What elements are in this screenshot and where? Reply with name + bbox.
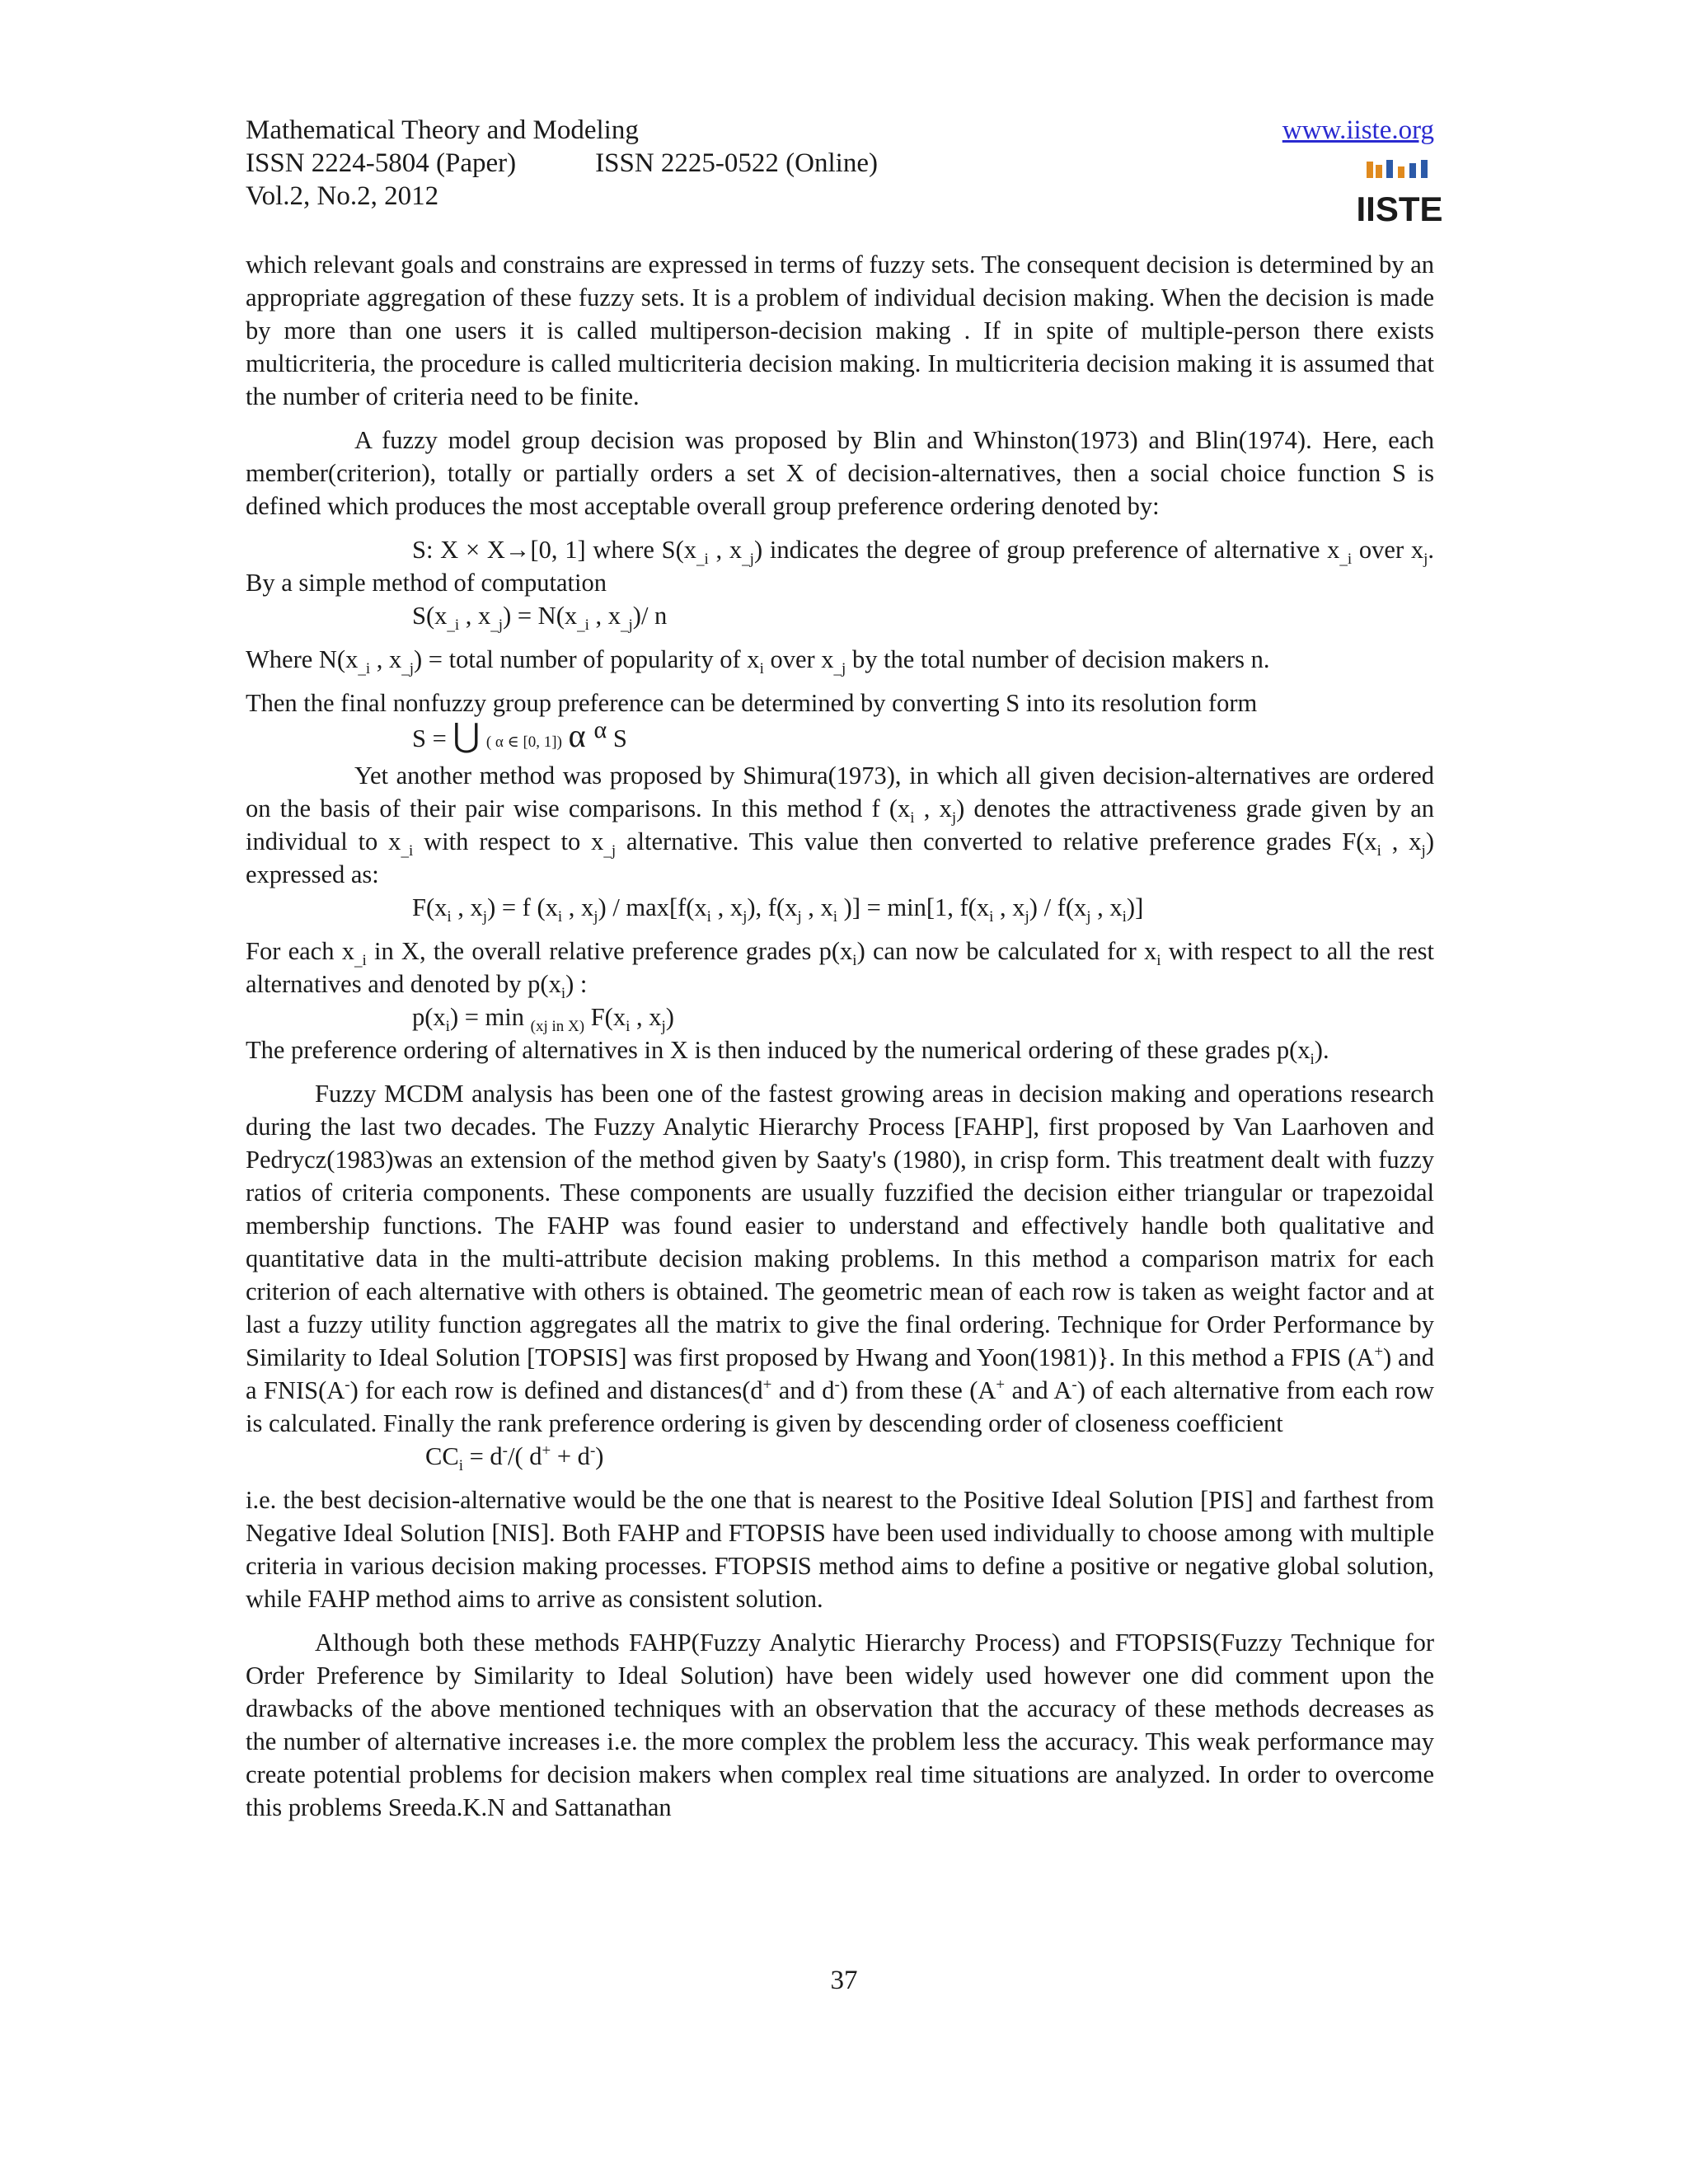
issn-line xyxy=(246,147,1434,180)
journal-title: Mathematical Theory and Modeling xyxy=(246,115,639,145)
equation-resolution-form: S = ⋃ ( α ∈ [0, 1]) α $^\alpha$ S xyxy=(412,715,627,754)
paragraph-7: The preference ordering of alternatives in X is then induced by the numerical ordering of these grades $p(x_i)$. xyxy=(246,1036,1329,1069)
equation-p-min: $p(x_i) = \min _{(xj in X)}$ $F(x_i$ , $x_j$) xyxy=(412,1003,674,1036)
article-body xyxy=(246,248,1434,1824)
issn-paper: ISSN 2224-5804 (Paper) xyxy=(246,148,517,178)
page-header xyxy=(246,114,1434,213)
paragraph-3: S: X × X→[0, 1] where $S(x_{\_i}$ , $x_{\_j}$) indicates the degree of group preference of alternative $x_{\_i}$ over $x_j$. By a simple method of computation xyxy=(246,536,1435,597)
page-number: 37 xyxy=(830,1966,858,1995)
equation-relative-preference: $F(x_i$ , $x_j) = f$ ($x_i$ , $x_j) / \max[f(x_i$ , $x_j$), $f(x_j$ , $x_i$ )] = min[1, $f(x_i$ , $x_j) / f(x_j$ , $x_i$)] xyxy=(412,893,1144,926)
equation-s-ratio: $S(x_{\_i}$ , $x_{\_j}) = N(x_{\_i}$ , $x_{\_j})/$ n xyxy=(412,602,668,635)
paragraph-5: Yet another method was proposed by Shimura(1973), in which all given decision-alternatives are ordered on the basis of their pair wise comparisons. In this method f ($x_i$ , $x_j$) denotes the attractiveness grade given by an individual to $x_{\_i}$ with respect to $x_{\_j}$ alternative. This value then converted to relative preference grades $F(x_i$ , $x_j$) expressed as: xyxy=(246,762,1435,888)
where-definition: Where $N(x_{\_i}$ , $x_{\_j}$) = total number of popularity of $x_i$ over $x_{\_j}$ by the total number of decision makers n. xyxy=(246,645,1270,678)
paragraph-9: i.e. the best decision-alternative would be the one that is nearest to the Positive Ideal Solution [PIS] and farthest from Negative Ideal Solution [NIS]. Both FAHP and FTOPSIS have been used individually to choose among with multiple criteria in various decision making processes. FTOPSIS method aims to define a positive or negative global solution, while FAHP method aims to arrive as consistent solution. xyxy=(246,1486,1434,1613)
issn-online: ISSN 2225-0522 (Online) xyxy=(595,148,878,178)
paragraph-10: Although both these methods FAHP(Fuzzy Analytic Hierarchy Process) and FTOPSIS(Fuzzy Technique for Order Preference by Similarity to Ideal Solution) have been widely used however one did comment upon the drawbacks of the above mentioned techniques with an observation that the accuracy of these methods decreases as the number of alternative increases i.e. the more complex the problem less the accuracy. This weak performance may create potential problems for decision makers when complex real time situations are analyzed. In order to overcome this problems Sreeda.K.N and Sattanathan xyxy=(246,1629,1434,1821)
equation-closeness-coefficient: $CC_i = d^-/$( d+ + d-) xyxy=(425,1441,604,1475)
volume-info: Vol.2, No.2, 2012 xyxy=(246,181,439,211)
iiste-logo-icon xyxy=(1356,157,1443,228)
paragraph-8: Fuzzy MCDM analysis has been one of the fastest growing areas in decision making and operations research during the last two decades. The Fuzzy Analytic Hierarchy Process [FAHP], first proposed by Van Laarhoven and Pedrycz(1983)was an extension of the method given by Saaty's (1980), in crisp form. This treatment dealt with fuzzy ratios of criteria components. These components are usually fuzzified the decision either triangular or trapezoidal membership functions. The FAHP was found easier to understand and effectively handle both qualitative and quantitative data in the multi-attribute decision making problems. In this method a comparison matrix for each criterion of each alternative with others is obtained. The geometric mean of each row is taken as weight factor and at last a fuzzy utility function aggregates all the matrix to give the final ordering. Technique for Order Performance by Similarity to Ideal Solution [TOPSIS] was first proposed by Hwang and Yoon(1981)}. In this method a FPIS (A+) and a FNIS(A-) for each row is defined and distances(d+ and d-) from these (A+ and A-) of each alternative from each row is calculated. Finally the rank preference ordering is given by descending order of closeness coefficient xyxy=(246,1080,1434,1437)
logo-text: IISTE xyxy=(1356,190,1443,228)
paragraph-2: A fuzzy model group decision was proposed by Blin and Whinston(1973) and Blin(1974). Here, each member(criterion), totally or partially orders a set X of decision-alternatives, then a social choice function S is defined which produces the most acceptable overall group preference ordering denoted by: xyxy=(246,426,1434,520)
paragraph-6: For each $x_{\_i}$ in X, the overall relative preference grades $p(x_i)$ can now be calculated for $x_i$ with respect to all the rest alternatives and denoted by $p(x_i)$ : xyxy=(246,937,1435,1003)
paragraph-4: Then the final nonfuzzy group preference can be determined by converting S into its resolution form xyxy=(246,689,1258,717)
website-link[interactable]: www.iiste.org xyxy=(1282,115,1434,145)
paragraph-1: which relevant goals and constrains are expressed in terms of fuzzy sets. The consequent decision is determined by an appropriate aggregation of these fuzzy sets. It is a problem of individual decision making. When the decision is made by more than one users it is called multiperson-decision making . If in spite of multiple-person there exists multicriteria, the procedure is called multicriteria decision making. In multicriteria decision making it is assumed that the number of criteria need to be finite. xyxy=(246,251,1434,410)
